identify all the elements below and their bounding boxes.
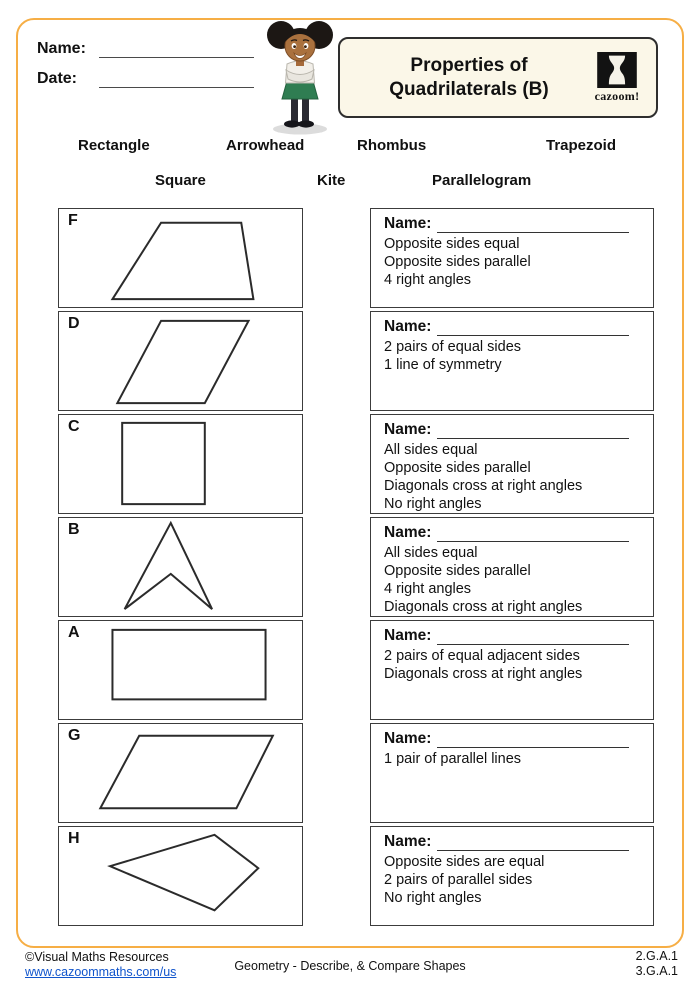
properties-cell-G	[370, 723, 654, 823]
name-label: Name:	[384, 318, 432, 335]
name-answer-row	[384, 833, 641, 851]
word-bank-parallelogram: Parallelogram	[432, 172, 532, 189]
shape-column	[58, 208, 303, 929]
shape-letter-label: D	[68, 315, 80, 332]
name-label: Name:	[384, 627, 432, 644]
cazoom-logo	[586, 52, 648, 104]
name-answer-blank[interactable]	[437, 734, 629, 748]
property-line: Opposite sides are equal	[384, 854, 545, 870]
name-answer-row	[384, 730, 641, 748]
kite-shape-icon	[59, 827, 302, 925]
property-line: Opposite sides equal	[384, 236, 520, 252]
word-bank-kite: Kite	[317, 172, 346, 189]
word-bank-rhombus: Rhombus	[357, 137, 427, 154]
name-answer-row	[384, 421, 641, 439]
date-field	[37, 70, 254, 88]
name-answer-row	[384, 524, 641, 542]
property-line: 2 pairs of equal adjacent sides	[384, 648, 580, 664]
trapezoid-shape-icon	[59, 209, 302, 307]
property-line: 4 right angles	[384, 272, 472, 288]
date-field-label: Date:	[37, 70, 78, 87]
name-answer-blank[interactable]	[437, 528, 629, 542]
name-answer-blank[interactable]	[437, 322, 629, 336]
shape-cell-D	[58, 311, 303, 411]
worksheet-title-box	[338, 37, 658, 118]
name-field	[37, 40, 254, 58]
properties-cell-D	[370, 311, 654, 411]
property-line: Opposite sides parallel	[384, 460, 531, 476]
property-line: 1 line of symmetry	[384, 357, 502, 373]
word-bank-arrowhead: Arrowhead	[226, 137, 305, 154]
word-bank-rectangle: Rectangle	[78, 137, 150, 154]
properties-cell-A	[370, 620, 654, 720]
property-line: All sides equal	[384, 545, 478, 561]
name-label: Name:	[384, 730, 432, 747]
name-answer-row	[384, 627, 641, 645]
shape-letter-label: B	[68, 521, 80, 538]
cazoom-vase-icon	[597, 52, 637, 88]
property-line: Diagonals cross at right angles	[384, 478, 583, 494]
property-line: Diagonals cross at right angles	[384, 599, 583, 615]
name-answer-row	[384, 318, 641, 336]
cazoom-brand-text: cazoom!	[594, 88, 640, 103]
name-answer-blank[interactable]	[437, 425, 629, 439]
property-line: No right angles	[384, 890, 482, 906]
shape-letter-label: C	[68, 418, 80, 435]
properties-cell-F	[370, 208, 654, 308]
name-answer-blank[interactable]	[437, 631, 629, 645]
shape-letter-label: G	[68, 727, 81, 744]
name-field-label: Name:	[37, 40, 86, 57]
property-line: Opposite sides parallel	[384, 563, 531, 579]
shape-cell-G	[58, 723, 303, 823]
property-line: 2 pairs of equal sides	[384, 339, 522, 355]
shape-cell-B	[58, 517, 303, 617]
name-answer-row	[384, 215, 641, 233]
name-label: Name:	[384, 215, 432, 232]
page-title: Properties of Quadrilaterals (B)	[389, 54, 549, 100]
shape-letter-label: A	[68, 624, 80, 641]
property-line: All sides equal	[384, 442, 478, 458]
parallelogram-tall-shape-icon	[59, 312, 302, 410]
property-line: No right angles	[384, 496, 482, 512]
rectangle-shape-icon	[59, 621, 302, 719]
properties-cell-C	[370, 414, 654, 514]
property-line: 1 pair of parallel lines	[384, 751, 522, 767]
property-line: 4 right angles	[384, 581, 472, 597]
name-blank-line[interactable]	[99, 41, 254, 58]
shape-cell-A	[58, 620, 303, 720]
properties-cell-H	[370, 826, 654, 926]
property-line: Opposite sides parallel	[384, 254, 531, 270]
shape-cell-C	[58, 414, 303, 514]
name-label: Name:	[384, 524, 432, 541]
name-answer-blank[interactable]	[437, 219, 629, 233]
name-answer-blank[interactable]	[437, 837, 629, 851]
square-shape-icon	[59, 415, 302, 513]
website-link[interactable]: www.cazoommaths.com/us	[25, 965, 177, 979]
copyright-text: ©Visual Maths Resources	[25, 950, 169, 964]
shape-cell-F	[58, 208, 303, 308]
word-bank-square: Square	[155, 172, 206, 189]
footer-topic: Geometry - Describe, & Compare Shapes	[234, 959, 466, 973]
footer-standards	[636, 949, 678, 979]
properties-column	[370, 208, 654, 929]
shape-letter-label: H	[68, 830, 80, 847]
shape-letter-label: F	[68, 212, 78, 229]
standard-code-2: 3.G.A.1	[635, 964, 678, 978]
name-label: Name:	[384, 421, 432, 438]
standard-code-1: 2.G.A.1	[635, 949, 678, 963]
shape-cell-H	[58, 826, 303, 926]
property-line: Diagonals cross at right angles	[384, 666, 583, 682]
arrowhead-shape-icon	[59, 518, 302, 616]
word-bank-trapezoid: Trapezoid	[546, 137, 617, 154]
schoolgirl-illustration	[260, 16, 340, 138]
properties-cell-B	[370, 517, 654, 617]
parallelogram-wide-shape-icon	[59, 724, 302, 822]
name-label: Name:	[384, 833, 432, 850]
date-blank-line[interactable]	[99, 71, 254, 88]
property-line: 2 pairs of parallel sides	[384, 872, 533, 888]
